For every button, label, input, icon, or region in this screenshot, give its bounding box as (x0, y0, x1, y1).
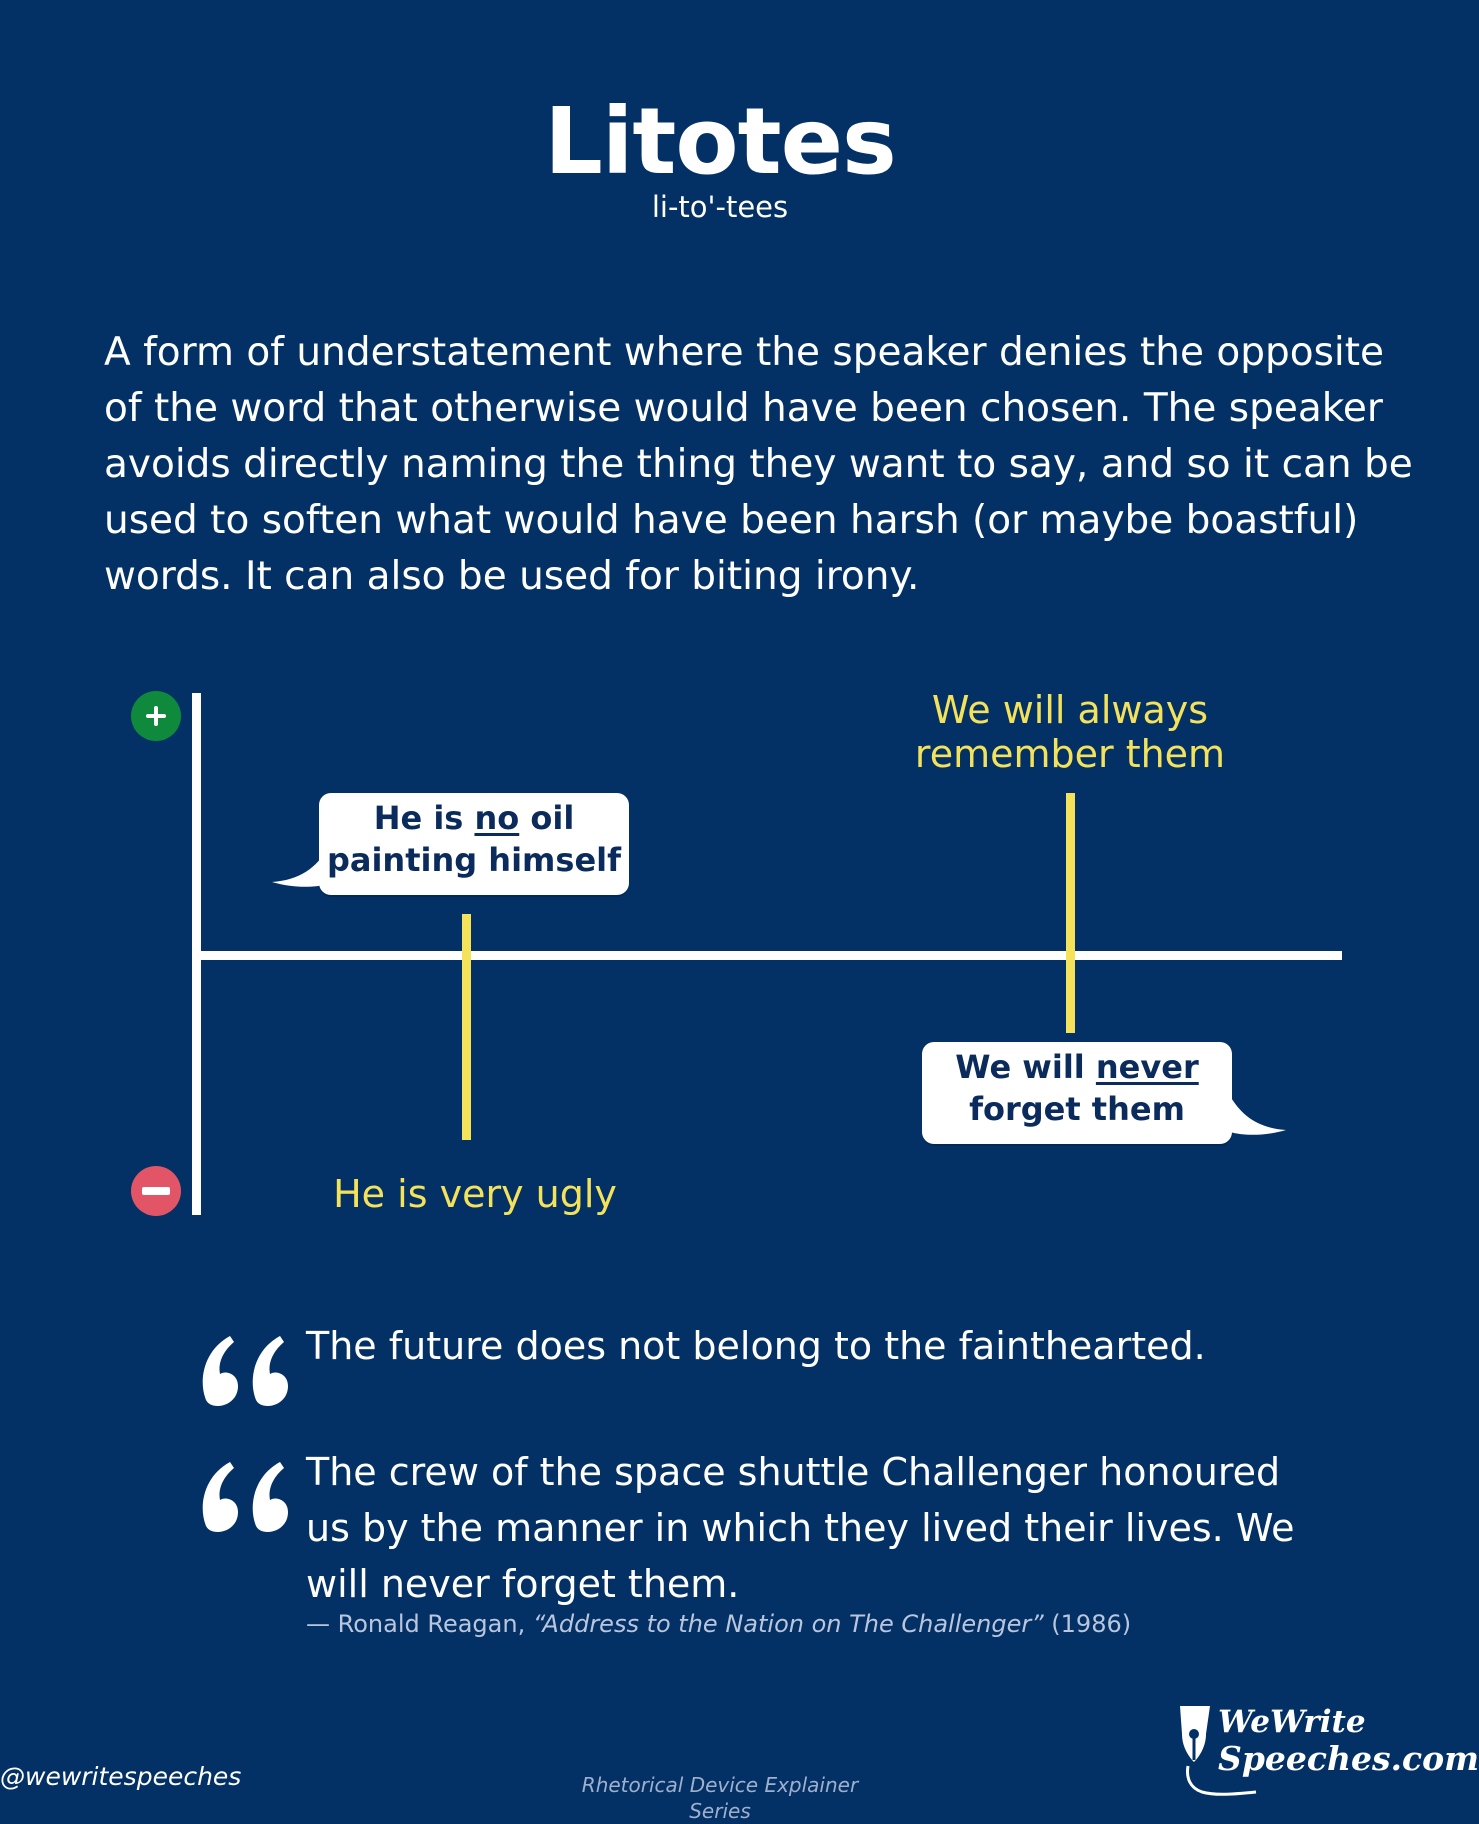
quote-line: us by the manner in which they lived their lives. We (306, 1506, 1295, 1550)
litotes-speech-bubble-right (922, 1042, 1232, 1144)
minus-icon (131, 1166, 181, 1216)
emphasis-word: no (474, 799, 520, 837)
definition-line: words. It can also be used for biting irony. (104, 554, 920, 599)
label-line: We will always (931, 688, 1209, 732)
quote-line: will never forget them. (306, 1562, 740, 1606)
series-caption: Rhetorical Device Explainer Series (581, 1773, 859, 1823)
quote-line: The crew of the space shuttle Challenger honoured (306, 1450, 1281, 1494)
bubble-line (319, 797, 629, 839)
definition-line: A form of understatement where the speaker denies the opposite (104, 330, 1385, 375)
bubble-text: We will (955, 1048, 1096, 1086)
bubble-line: painting himself (326, 841, 622, 879)
bubble-line (922, 1046, 1232, 1088)
attribution-author: — Ronald Reagan, (306, 1610, 533, 1638)
attribution-source: “Address to the Nation on The Challenger” (532, 1610, 1044, 1638)
quote-line: The future does not belong to the fainthearted. (306, 1324, 1206, 1368)
emphasis-word: never (1095, 1048, 1199, 1086)
social-handle: @wewritespeeches (0, 1762, 242, 1791)
definition-line: of the word that otherwise would have been chosen. The speaker (104, 386, 1383, 431)
bubble-text: oil (519, 799, 575, 837)
bubble-line: forget them (969, 1090, 1185, 1128)
pronunciation: li-to'-tees (651, 190, 789, 224)
quotation-mark-icon (196, 1456, 292, 1536)
pen-nib-icon (1166, 1700, 1226, 1798)
positive-statement-label (880, 688, 1260, 776)
brand-logo (1166, 1700, 1479, 1798)
plus-icon (131, 691, 181, 741)
litotes-speech-bubble-left (319, 793, 629, 895)
label-line: remember them (914, 732, 1226, 776)
quotation-mark-icon (196, 1330, 292, 1410)
page-title: Litotes (544, 88, 896, 195)
quote-text (306, 1444, 1295, 1612)
logo-text-line: Speeches.com (1218, 1739, 1479, 1778)
speech-bubble-tail (1228, 1094, 1288, 1138)
definition-paragraph (104, 325, 1413, 605)
logo-text-line: WeWrite (1218, 1704, 1366, 1740)
bubble-text: He is (373, 799, 475, 837)
negative-statement-bar (462, 914, 471, 1140)
positive-statement-bar (1066, 793, 1075, 1033)
negative-statement-label: He is very ugly (333, 1172, 617, 1216)
attribution-year: (1986) (1043, 1610, 1132, 1638)
definition-line: avoids directly naming the thing they want to say, and so it can be (104, 442, 1413, 487)
horizontal-axis (192, 951, 1342, 960)
definition-line: used to soften what would have been harsh (or maybe boastful) (104, 498, 1359, 543)
quote-attribution (306, 1608, 1131, 1640)
quote-text (306, 1318, 1206, 1374)
